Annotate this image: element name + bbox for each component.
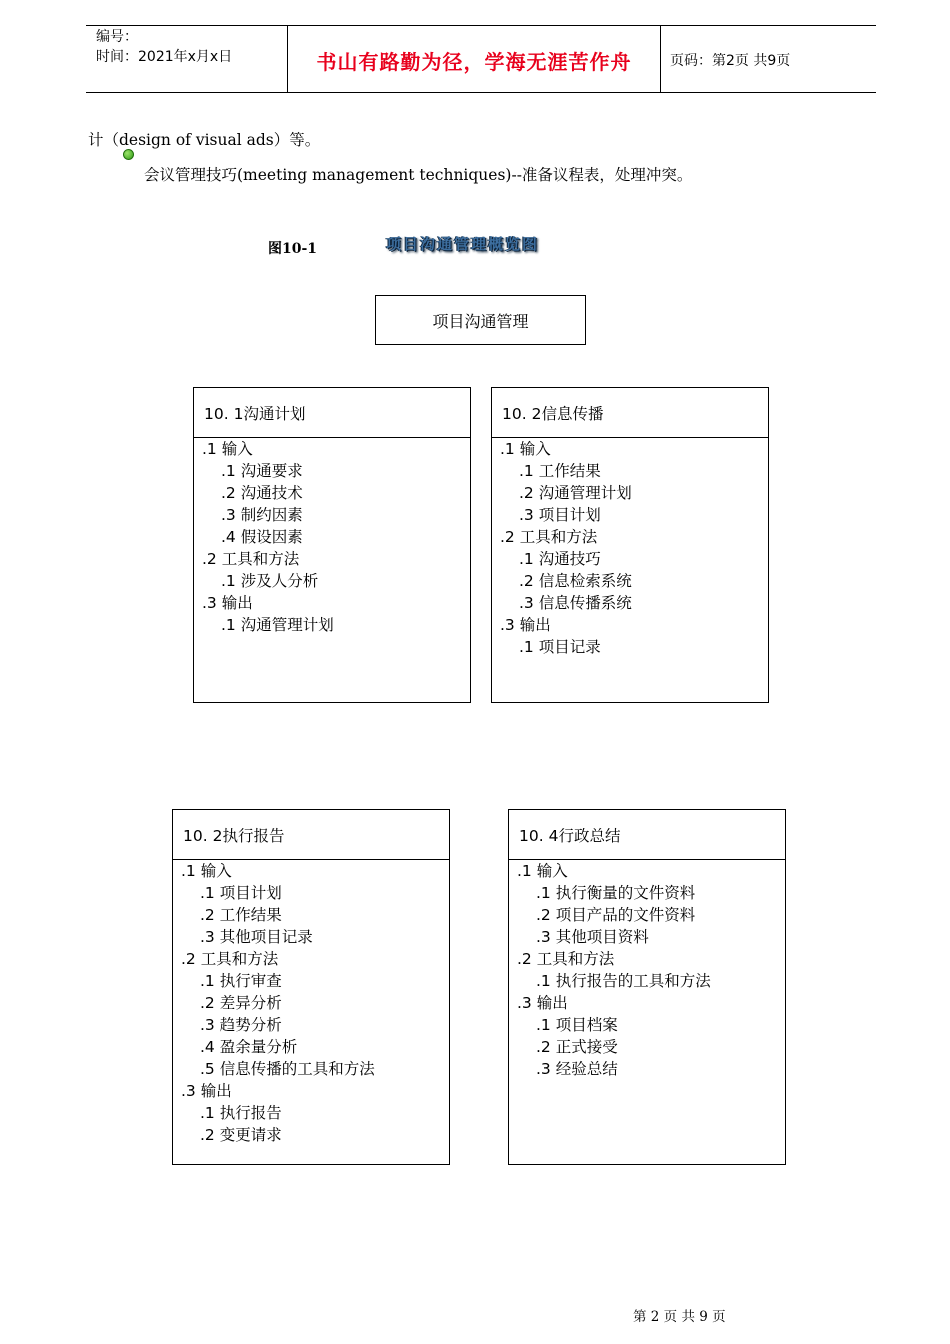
process-section-item: .2 沟通管理计划 xyxy=(519,484,632,502)
process-section-item: .1 执行审查 xyxy=(200,972,282,990)
process-section-item: .4 盈余量分析 xyxy=(200,1038,298,1056)
process-section-item: .1 沟通技巧 xyxy=(519,550,601,568)
process-section-heading: .3 输出 xyxy=(500,616,551,634)
process-box-body xyxy=(492,438,768,658)
process-section-item: .1 工作结果 xyxy=(519,462,601,480)
process-box-body xyxy=(509,860,785,1080)
process-section-heading: .3 输出 xyxy=(181,1082,232,1100)
body-paragraph-line: 计（design of visual ads）等。 xyxy=(88,131,321,149)
header-bottom-rule xyxy=(86,92,876,93)
process-box-title: 10. 2信息传播 xyxy=(492,388,768,438)
process-section-item: .2 差异分析 xyxy=(200,994,282,1012)
process-section-item: .3 制约因素 xyxy=(221,506,303,524)
process-section-item: .1 执行报告的工具和方法 xyxy=(536,972,711,990)
process-section-item: .2 工作结果 xyxy=(200,906,282,924)
process-section-heading: .3 输出 xyxy=(517,994,568,1012)
process-section-heading: .2 工具和方法 xyxy=(181,950,279,968)
process-section-heading: .2 工具和方法 xyxy=(500,528,598,546)
document-number-label: 编号： xyxy=(96,29,138,45)
header-meta xyxy=(96,27,232,67)
process-box-title: 10. 2执行报告 xyxy=(173,810,449,860)
process-box-title: 10. 1沟通计划 xyxy=(194,388,470,438)
process-section-item: .2 正式接受 xyxy=(536,1038,618,1056)
process-section-item: .1 项目档案 xyxy=(536,1016,618,1034)
body-paragraph-line: 会议管理技巧(meeting management techniques)--准备议程表，处理冲突。 xyxy=(144,166,693,184)
root-node-label: 项目沟通管理 xyxy=(432,311,529,331)
process-section-item: .4 假设因素 xyxy=(221,528,303,546)
process-section-item: .1 执行报告 xyxy=(200,1104,282,1122)
process-box-body xyxy=(173,860,449,1146)
header-divider xyxy=(660,26,661,92)
header-top-rule xyxy=(86,25,876,26)
process-section-item: .2 项目产品的文件资料 xyxy=(536,906,696,924)
process-box xyxy=(508,809,786,1165)
process-section-heading: .1 输入 xyxy=(202,440,253,458)
diagram-root-node xyxy=(375,295,586,345)
process-section-item: .2 变更请求 xyxy=(200,1126,282,1144)
process-section-item: .3 趋势分析 xyxy=(200,1016,282,1034)
process-section-item: .3 经验总结 xyxy=(536,1060,618,1078)
process-box-body xyxy=(194,438,470,636)
process-section-item: .1 沟通要求 xyxy=(221,462,303,480)
process-box-title: 10. 4行政总结 xyxy=(509,810,785,860)
process-section-heading: .3 输出 xyxy=(202,594,253,612)
figure-label: 图10-1 xyxy=(268,241,318,257)
process-section-item: .1 执行衡量的文件资料 xyxy=(536,884,696,902)
process-box xyxy=(172,809,450,1165)
header-motto: 书山有路勤为径，学海无涯苦作舟 xyxy=(316,50,632,74)
process-section-item: .3 项目计划 xyxy=(519,506,601,524)
process-section-item: .3 信息传播系统 xyxy=(519,594,632,612)
process-section-heading: .1 输入 xyxy=(181,862,232,880)
process-section-heading: .1 输入 xyxy=(500,440,551,458)
process-section-heading: .2 工具和方法 xyxy=(202,550,300,568)
process-section-item: .3 其他项目记录 xyxy=(200,928,313,946)
process-section-heading: .2 工具和方法 xyxy=(517,950,615,968)
process-section-item: .2 沟通技术 xyxy=(221,484,303,502)
header-page-info: 页码：第2页 共9页 xyxy=(670,53,791,69)
document-time: 时间：2021年x月x日 xyxy=(96,49,233,65)
bullet-icon xyxy=(123,149,134,160)
process-section-item: .1 项目记录 xyxy=(519,638,601,656)
process-section-item: .1 涉及人分析 xyxy=(221,572,319,590)
process-section-item: .1 沟通管理计划 xyxy=(221,616,334,634)
process-box xyxy=(491,387,769,703)
process-section-item: .5 信息传播的工具和方法 xyxy=(200,1060,375,1078)
footer-page-number: 第 2 页 共 9 页 xyxy=(633,1309,726,1325)
process-section-item: .2 信息检索系统 xyxy=(519,572,632,590)
process-section-item: .1 项目计划 xyxy=(200,884,282,902)
process-section-heading: .1 输入 xyxy=(517,862,568,880)
process-section-item: .3 其他项目资料 xyxy=(536,928,649,946)
figure-title: 项目沟通管理概览图 xyxy=(386,235,540,253)
process-box xyxy=(193,387,471,703)
